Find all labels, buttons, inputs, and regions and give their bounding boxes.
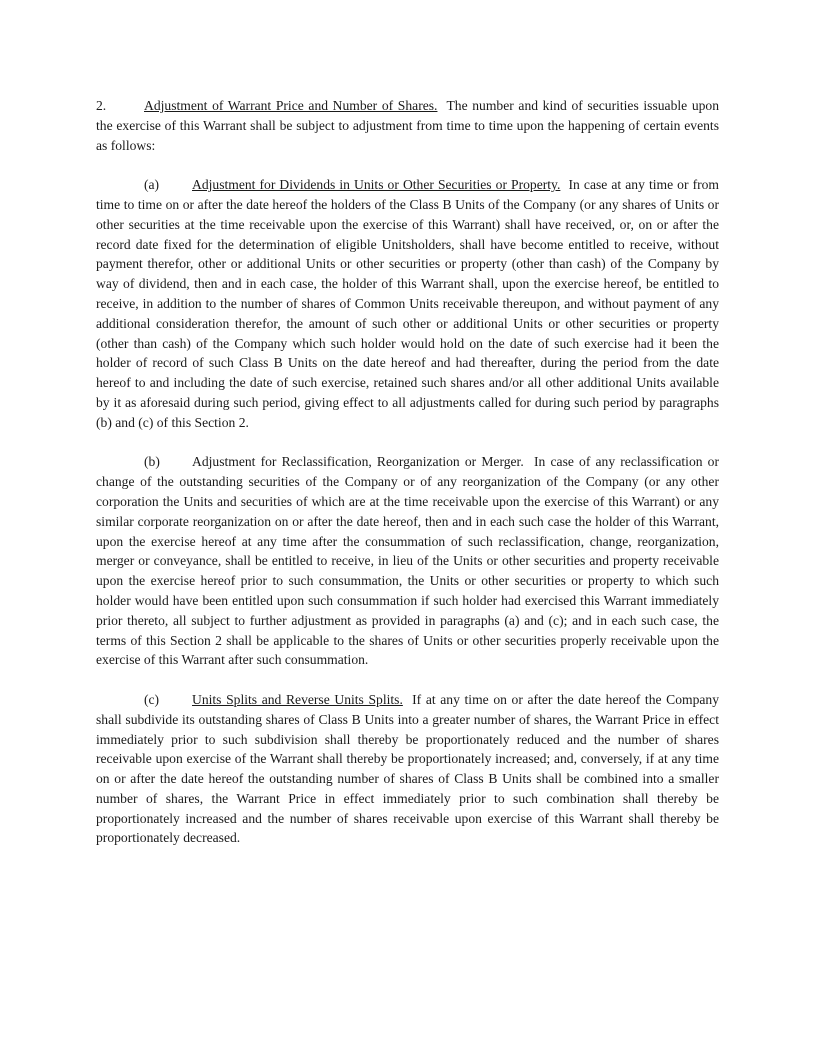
subsection-a-paragraph [96,175,719,432]
section-2-paragraph [96,96,719,155]
paragraph-gap [96,155,719,175]
subsection-b-body: In case of any reclassification or change of the outstanding securities of the Company or of any reorganization of the Company (or any other corporation the Units and securities of which are at the time receivable upon the exercise of this Warrant) or any similar corporate reorganization on or after the date hereof, then and in each such case the holder of this Warrant, upon the exercise hereof at any time after the consummation of such reclassification, change, reorganization, merger or conveyance, shall be entitled to receive, in lieu of the Units or other securities and property receivable upon the exercise hereof prior to such consummation, the Units or other securities or property to which such holder would have been entitled upon such consummation if such holder had exercised this Warrant immediately prior thereto, all subject to further adjustment as provided in paragraphs (a) and (c); and in each such case, the terms of this Section 2 shall be applicable to the shares of Units or other securities properly receivable upon the exercise of this Warrant after such consummation. [96,454,720,668]
subsection-b-letter: (b) [144,454,160,470]
subsection-a-letter: (a) [144,177,160,193]
paragraph-gap [96,670,719,690]
subsection-a-heading: Adjustment for Dividends in Units or Other Securities or Property. [192,177,561,193]
paragraph-gap [96,433,719,453]
subsection-c-body: If at any time on or after the date hereof the Company shall subdivide its outstanding shares of Class B Units into a greater number of shares, the Warrant Price in effect immediately prior to such subdivision shall thereby be proportionately reduced and the number of shares receivable upon exercise of the Warrant shall thereby be proportionately increased; and, conversely, if at any time on or after the date hereof the outstanding number of shares of Class B Units shall be combined into a smaller number of shares, the Warrant Price in effect immediately prior to such combination shall thereby be proportionately increased and the number of shares receivable upon exercise of this Warrant shall thereby be proportionately decreased. [96,691,720,846]
section-number: 2. [96,98,107,113]
subsection-c-letter: (c) [144,691,160,707]
section-heading: Adjustment of Warrant Price and Number of Shares. [144,98,438,113]
subsection-a-body: In case at any time or from time to time on or after the date hereof the holders of the Class B Units of the Company (or any shares of Units or other securities at the time receivable upon the exercise of this Warrant) shall have received, or, on or after the record date fixed for the determination of eligible Unitsholders, shall have become entitled to receive, without payment therefor, other or additional Units or other securities or property (other than cash) of the Company by way of dividend, then and in each case, the holder of this Warrant shall, upon the exercise hereof, be entitled to receive, in addition to the number of shares of Common Units receivable thereupon, and without payment of any additional consideration therefor, the amount of such other or additional Units or other securities or property (other than cash) of the Company which such holder would hold on the date of such exercise had it been the holder of record of such Class B Units on the date hereof and had thereafter, during the period from the date hereof to and including the date of such exercise, retained such shares and/or all other additional Units available by it as aforesaid during such period, giving effect to all adjustments called for during such period by paragraphs (b) and (c) of this Section 2. [96,177,719,430]
subsection-c-paragraph [96,690,719,848]
document-page [96,96,719,848]
subsection-c-heading: Units Splits and Reverse Units Splits. [192,691,403,707]
subsection-b-paragraph [96,452,719,670]
section-body: The number and kind of securities issuable upon the exercise of this Warrant shall be subject to adjustment from time to time upon the happening of certain events as follows: [96,98,720,153]
subsection-b-heading: Adjustment for Reclassification, Reorganization or Merger. [192,454,524,470]
